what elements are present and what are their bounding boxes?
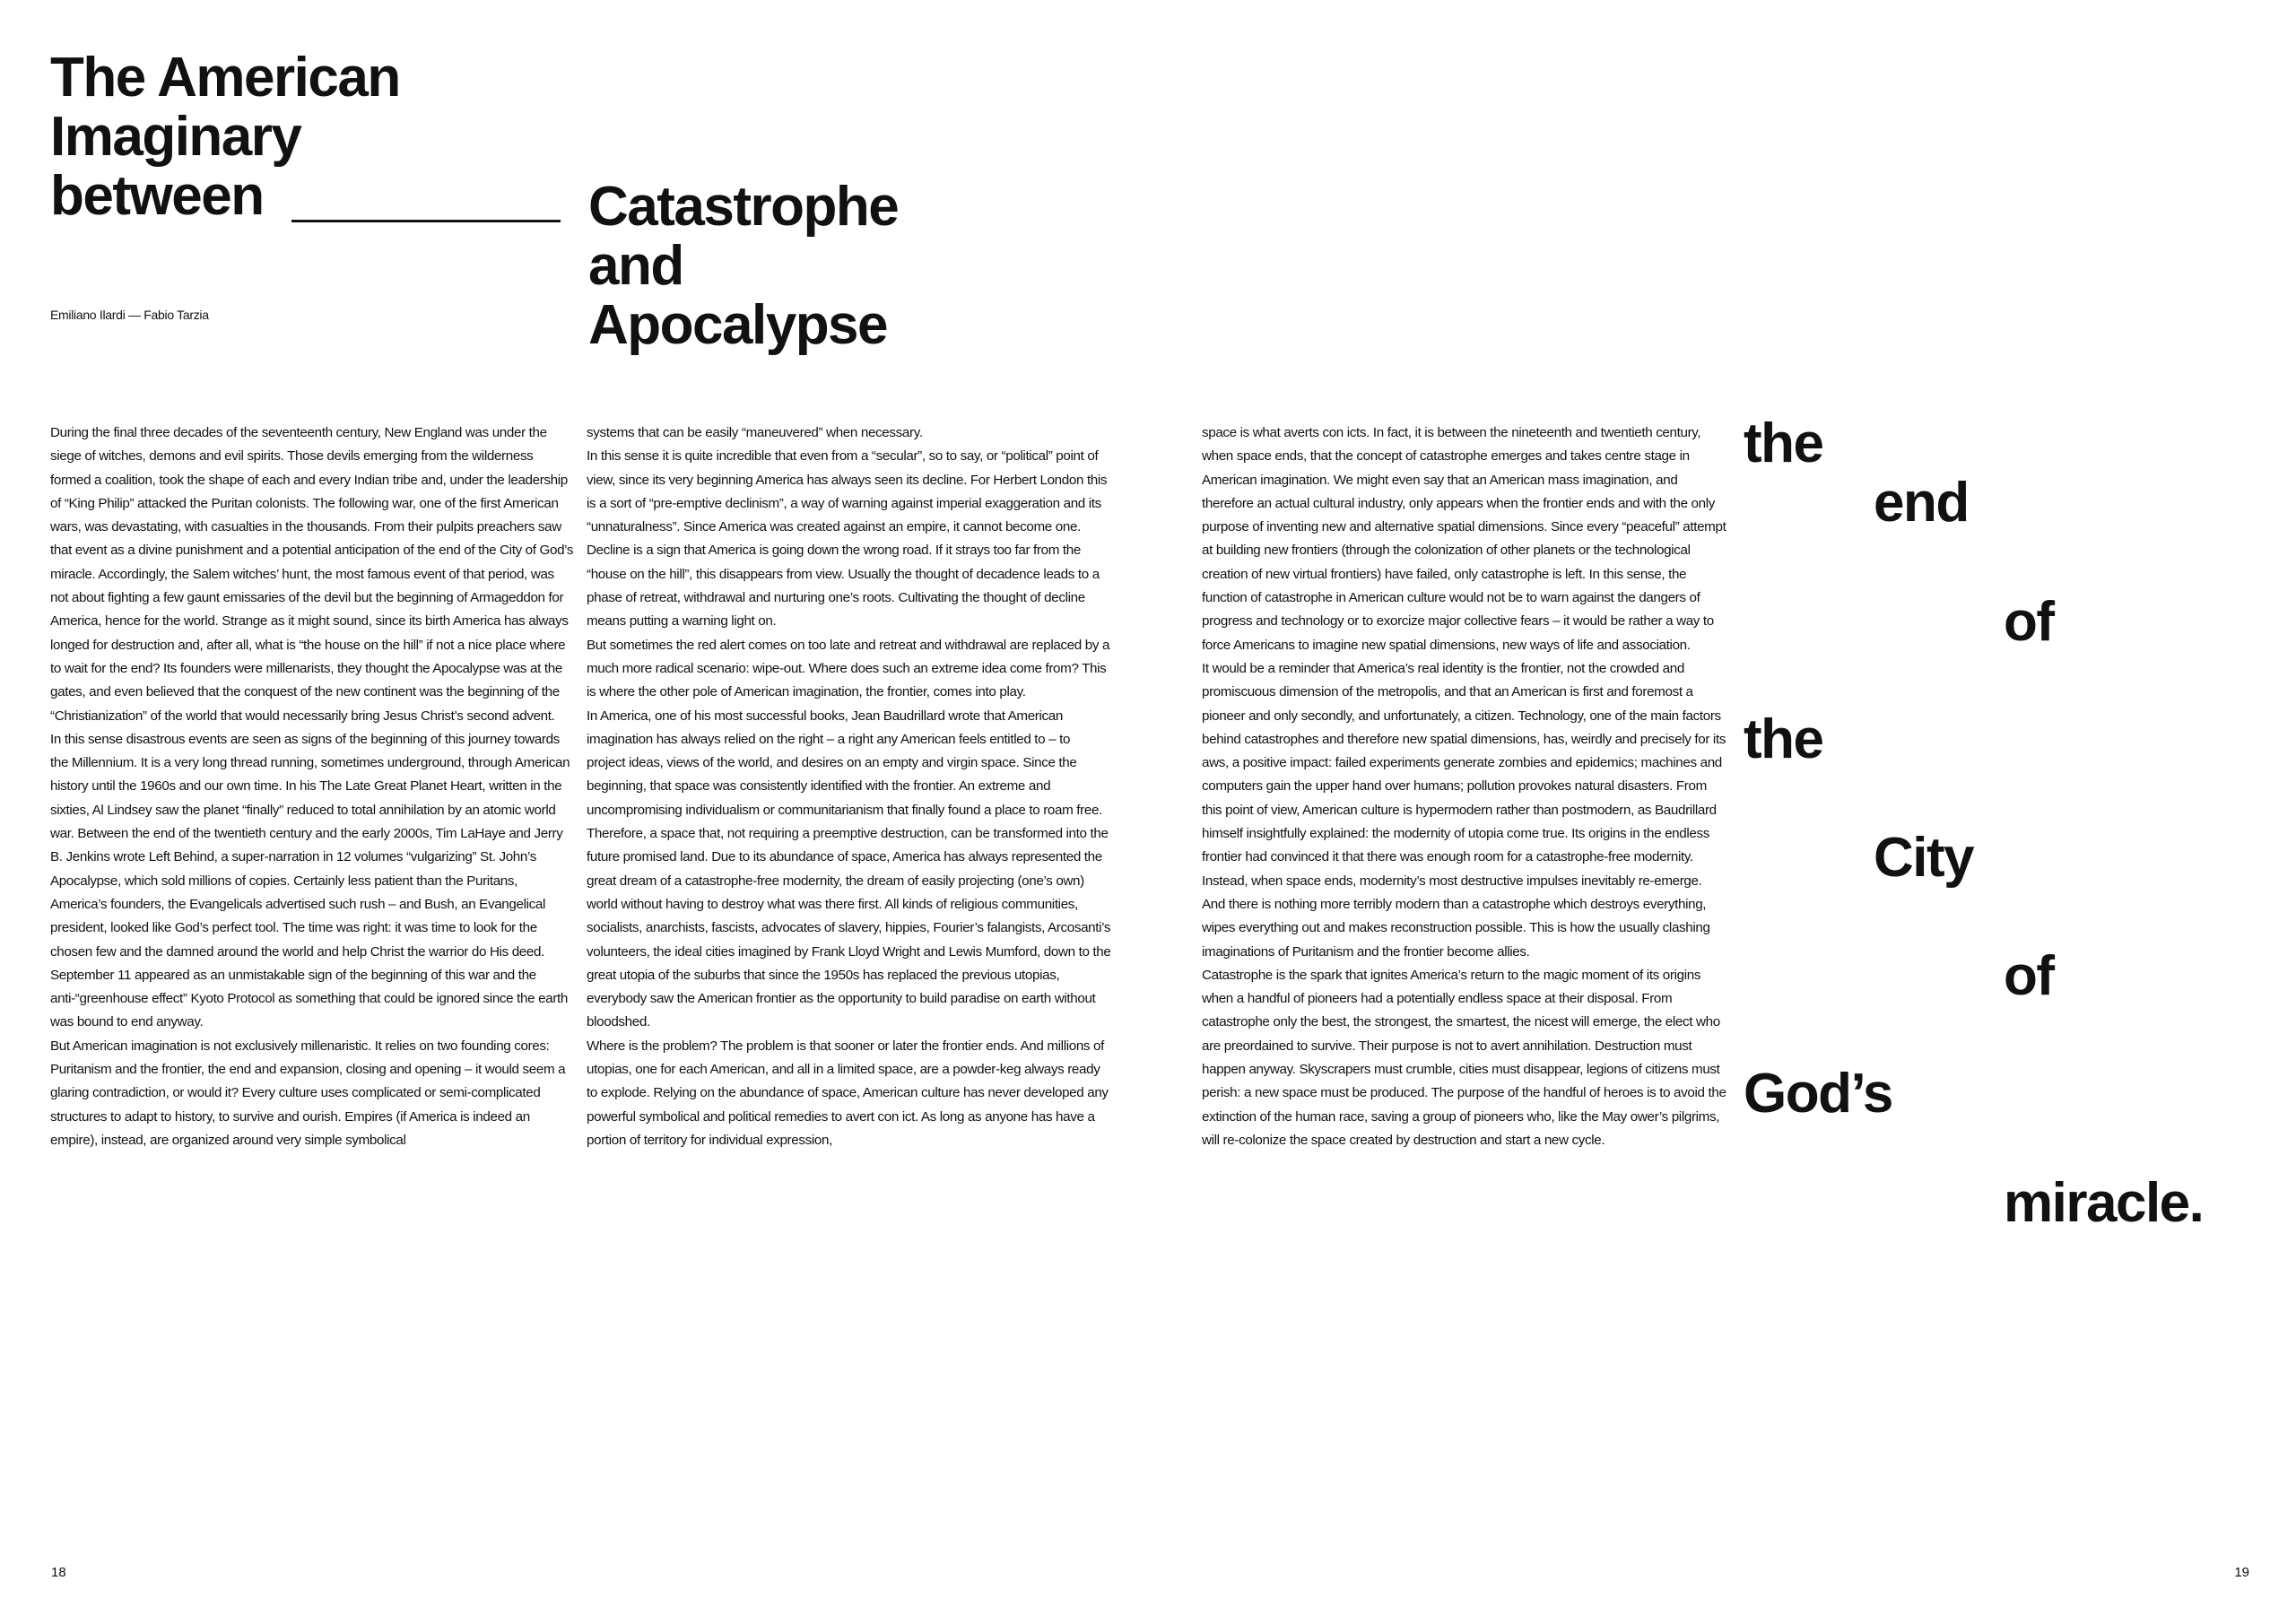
title-line: Imaginary [50, 106, 301, 168]
paragraph: In this sense disastrous events are seen as signs of the beginning of this journey towards the Millennium. It is a very long thread running, sometimes underground, through American history until the 1960s and our own time. In his The Late Great Planet Heart, written in the sixties, Al Lindsey saw the planet “finally” reduced to total annihilation by an atomic world war. Between the end of the twentieth century and the early 2000s, Tim LaHaye and Jerry B. Jenkins wrote Left Behind, a super-narration in 12 volumes “vulgarizing” St. John’s Apocalypse, which sold millions of copies. Certainly less patient than the Puritans, America’s founders, the Evangelicals advertised such rush – and Bush, an Evangelical president, looked like God’s perfect tool. The time was right: it was time to look for the chosen few and the damned around the world and help Christ the warrior do His deed. September 11 appeared as an unmistakable sign of the beginning of this war and the anti-“greenhouse effect” Kyoto Protocol as something that could be ignored since the earth was bound to end anyway. [50, 731, 570, 1030]
pullquote-word: end [1874, 472, 1969, 534]
pullquote-word: the [1744, 708, 1823, 770]
article-authors: Emiliano Ilardi — Fabio Tarzia [50, 308, 209, 322]
paragraph: But American imagination is not exclusively millenaristic. It relies on two founding cores: Puritanism and the frontier, the end and expansion, closing and opening – it would seem a glaring contradiction, or would it? Every culture uses complicated or semi-complicated structures to adapt to history, to survive and ourish. Empires (if America is indeed an empire), instead, are organized around very simple symbolical [50, 1038, 566, 1148]
paragraph: During the final three decades of the seventeenth century, New England was under the siege of witches, demons and evil spirits. Those devils emerging from the wilderness formed a coalition, took the shape of each and every Indian tribe and, under the leadership of “King Philip” attacked the Puritan colonists. The following war, one of the first American wars, was devastating, with casualties in the thousands. From their pulpits preachers saw that event as a divine punishment and a potential anticipation of the end of the City of God’s miracle. Accordingly, the Salem witches’ hunt, the most famous event of that period, was not about fighting a few gaunt emissaries of the devil but the beginning of Armageddon for America, hence for the world. Strange as it might sound, since its birth America has always longed for destruction and, after all, what is “the house on the hill” if not a nice place where to wait for the end? Its founders were millenarists, they thought the Apocalypse was at the gates, and even believed that the conquest of the new continent was the beginning of the “Christianization” of the world that would necessarily bring Jesus Christ’s second advent. [50, 425, 574, 724]
pullquote-word: miracle. [2004, 1172, 2204, 1234]
title-line: and [588, 235, 683, 297]
pullquote-word: the [1744, 413, 1823, 474]
paragraph: Catastrophe is the spark that ignites America’s return to the magic moment of its origins when a handful of pioneers had a potentially endless space at their disposal. From catastrophe only the best, the strongest, the smartest, the nicest will emerge, the elect who are preordained to survive. Their purpose is not to avert annihilation. Destruction must happen anyway. Skyscrapers must crumble, cities must disappear, legions of citizens must perish: a new space must be produced. The purpose of the handful of heroes is to avoid the extinction of the human race, saving a group of pioneers who, like the May ower’s pilgrims, will re-colonize the space created by destruction and start a new cycle. [1202, 967, 1726, 1148]
title-line: Catastrophe [588, 176, 899, 238]
title-divider-rule [291, 220, 561, 222]
paragraph: Where is the problem? The problem is that sooner or later the frontier ends. And millions of utopias, one for each American, and all in a limited space, are a powder-keg always ready to explode. Relying on the abundance of space, American culture has never developed any powerful symbolical and political remedies to avert con ict. As long as anyone has have a portion of territory for individual expression, [587, 1038, 1109, 1148]
paragraph: In America, one of his most successful books, Jean Baudrillard wrote that American imagination has always relied on the right – a right any American feels entitled to – to project ideas, views of the world, and desires on an empty and virgin space. Since the beginning, that space was consistently identified with the frontier. An extreme and uncompromising individualism or communitarianism that finally found a place to roam free. Therefore, a space that, not requiring a preemptive destruction, can be transformed into the future promised land. Due to its abundance of space, America has always represented the great dream of a catastrophe-free modernity, the dream of easily projecting (one’s own) world without having to destroy what was there first. All kinds of religious communities, socialists, anarchists, fascists, advocates of slavery, hippies, Fourier’s falangists, Arcosanti’s volunteers, the ideal cities imagined by Frank Lloyd Wright and Lewis Mumford, down to the great utopia of the suburbs that since the 1950s has replaced the previous utopias, everybody saw the American frontier as the opportunity to build paradise on earth without bloodshed. [587, 708, 1111, 1030]
paragraph: space is what averts con icts. In fact, it is between the nineteenth and twentieth century, when space ends, that the concept of catastrophe emerges and takes centre stage in American imagination. We might even say that an American mass imagination, and therefore an actual cultural industry, only appears when the frontier ends and with the only purpose of inventing new and alternative spatial dimensions. Since every “peaceful” attempt at building new frontiers (through the colonization of other planets or the technological creation of new virtual frontiers) have failed, only catastrophe is left. In this sense, the function of catastrophe in American culture would not be to warn against the dangers of progress and technology or to exorcize major collective fears – it would be rather a way to force Americans to imagine new spatial dimensions, new ways of life and association. [1202, 425, 1726, 653]
text-column-1 [50, 421, 575, 1152]
text-column-2 [587, 421, 1111, 1152]
paragraph: In this sense it is quite incredible that even from a “secular”, so to say, or “political” point of view, since its very beginning America has always seen its decline. For Herbert London this is a sort of “pre-emptive declinism”, a way of warning against imperial exaggeration and its “unnaturalness”. Since America was created against an empire, it cannot become one. Decline is a sign that America is going down the wrong road. If it strays too far from the “house on the hill”, this disappears from view. Usually the thought of decadence leads to a phase of retreat, withdrawal and nurturing one’s roots. Cultivating the thought of decline means putting a warning light on. [587, 448, 1108, 630]
title-part-2 [588, 178, 898, 355]
title-line: Apocalypse [588, 294, 888, 356]
pullquote-word: City [1874, 827, 1974, 889]
page-number-left: 18 [51, 1565, 66, 1580]
pullquote-word: God’s [1744, 1063, 1892, 1125]
page-number-right: 19 [2234, 1565, 2249, 1580]
title-line: between [50, 165, 264, 227]
pullquote-word: of [2004, 945, 2054, 1007]
title-part-1 [50, 48, 400, 226]
paragraph: But sometimes the red alert comes on too late and retreat and withdrawal are replaced by a much more radical scenario: wipe-out. Where does such an extreme idea come from? This is where the other pole of American imagination, the frontier, comes into play. [587, 637, 1110, 700]
title-line: The American [50, 47, 400, 109]
text-column-3 [1202, 421, 1726, 1152]
paragraph: It would be a reminder that America’s real identity is the frontier, not the crowded and promiscuous dimension of the metropolis, and that an American is first and foremost a pioneer and only secondly, and unfortunately, a citizen. Technology, one of the main factors behind catastrophes and therefore new spatial dimensions, has, weirdly and precisely for its aws, a positive impact: failed experiments generate zombies and epidemics; machines and computers gain the upper hand over humans; pollution provokes natural disasters. From this point of view, American culture is hypermodern rather than postmodern, as Baudrillard himself insightfully explained: the modernity of utopia come true. Its origins in the endless frontier had convinced it that there was enough room for a catastrophe-free modernity. Instead, when space ends, modernity’s most destructive impulses inevitably re-emerge. And there is nothing more terribly modern than a catastrophe which destroys everything, wipes everything out and makes reconstruction possible. This is how the usually clashing imaginations of Puritanism and the frontier become allies. [1202, 660, 1726, 960]
pullquote-word: of [2004, 591, 2054, 653]
paragraph: systems that can be easily “maneuvered” when necessary. [587, 425, 923, 440]
